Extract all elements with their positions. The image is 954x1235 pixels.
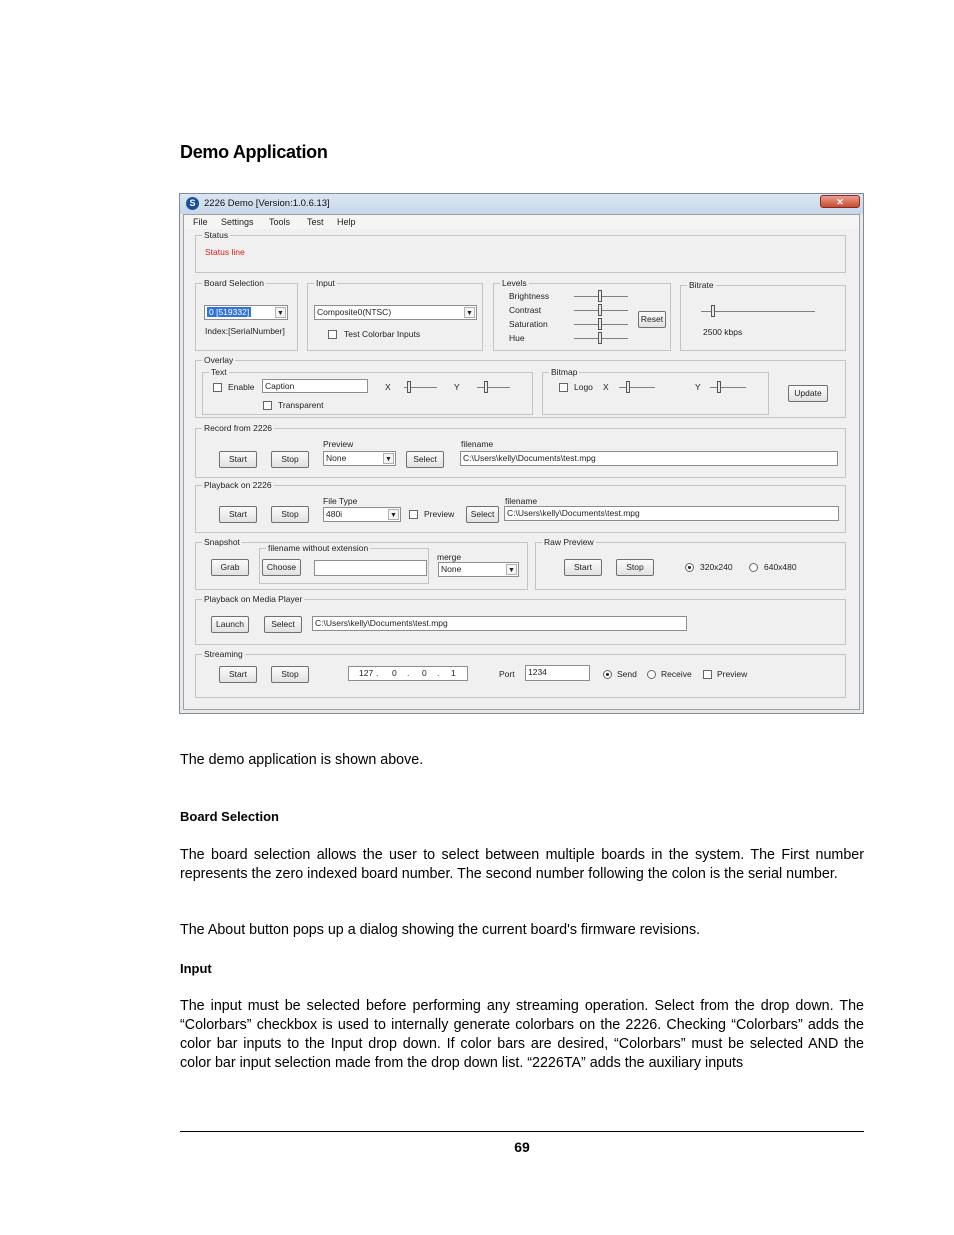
record-preview-value: None <box>326 453 347 463</box>
input-group <box>307 278 483 351</box>
filetype-select[interactable] <box>323 507 401 522</box>
input-paragraph: The input must be selected before performing any streaming operation. Select from the drop down. The “Colorbars” checkbox is used to internally generate colorbars on the 2226. Checking “Colorbars” adds the color bar inputs to the Input drop down. If color bars are desired, “Colorbars” must be selected AND the color bar input selection made from the drop down list. “2226TA” adds the auxiliary inputs <box>180 998 864 1071</box>
contrast-slider[interactable] <box>598 304 602 316</box>
board-select[interactable] <box>204 305 288 320</box>
intro-paragraph: The demo application is shown above. <box>180 752 424 768</box>
media-filename-input[interactable] <box>312 616 687 631</box>
overlay-x-label: X <box>385 382 391 392</box>
input-select[interactable] <box>314 305 477 320</box>
status-group <box>195 230 846 273</box>
bitrate-group <box>680 280 846 351</box>
overlay-text-group <box>202 367 533 415</box>
bitmap-x-label: X <box>603 382 609 392</box>
hue-slider[interactable] <box>598 332 602 344</box>
media-select-button[interactable]: Select <box>264 616 302 633</box>
board-index-label: Index:[SerialNumber] <box>205 326 285 336</box>
brightness-label: Brightness <box>509 291 550 301</box>
stream-preview-checkbox[interactable] <box>703 670 712 679</box>
record-group-label: Record from 2226 <box>204 423 273 433</box>
hue-label: Hue <box>509 333 525 343</box>
reset-button[interactable]: Reset <box>638 311 666 328</box>
bitrate-track <box>701 311 815 312</box>
merge-value: None <box>441 564 462 574</box>
board-selection-heading: Board Selection <box>180 809 279 824</box>
board-selection-paragraph: The board selection allows the user to select between multiple boards in the system. The First number represents the zero indexed board number. The second number following the colon is the serial number. <box>180 847 864 882</box>
streaming-start-button[interactable]: Start <box>219 666 257 683</box>
bitmap-y-slider[interactable] <box>717 381 721 393</box>
section-title: Demo Application <box>180 142 328 162</box>
media-player-group <box>195 594 846 645</box>
bitmap-x-slider[interactable] <box>626 381 630 393</box>
port-value: 1234 <box>528 667 547 677</box>
snapshot-filename-label: filename without extension <box>268 543 369 553</box>
update-button[interactable]: Update <box>788 385 828 402</box>
raw-preview-group <box>535 537 846 590</box>
menu-test[interactable]: Test <box>307 217 324 227</box>
merge-label: merge <box>437 552 462 562</box>
record-start-button[interactable]: Start <box>219 451 257 468</box>
bitmap-x-track <box>619 387 655 388</box>
receive-label: Receive <box>661 669 692 679</box>
overlay-bitmap-label: Bitmap <box>551 367 578 377</box>
playback-stop-button[interactable]: Stop <box>271 506 309 523</box>
send-label: Send <box>617 669 637 679</box>
overlay-y-track <box>477 387 510 388</box>
overlay-text-label: Text <box>211 367 227 377</box>
demo-app-window <box>179 193 864 714</box>
menu-tools[interactable]: Tools <box>269 217 291 227</box>
page-number: 69 <box>514 1139 530 1155</box>
chevron-down-icon[interactable]: ▼ <box>383 453 394 464</box>
send-radio[interactable] <box>603 670 612 679</box>
close-button[interactable]: ✕ <box>820 195 860 208</box>
status-line: Status line <box>205 247 245 257</box>
media-player-label: Playback on Media Player <box>204 594 303 604</box>
receive-radio[interactable] <box>647 670 656 679</box>
snapshot-filename-input[interactable] <box>314 560 427 576</box>
bitmap-y-track <box>710 387 746 388</box>
record-stop-button[interactable]: Stop <box>271 451 309 468</box>
levels-group <box>493 278 671 351</box>
res-640-label: 640x480 <box>764 562 797 572</box>
logo-label: Logo <box>574 382 593 392</box>
menu-help[interactable]: Help <box>337 217 356 227</box>
ip-octet-4: 1 <box>451 668 456 678</box>
ip-octet-3: 0 <box>422 668 427 678</box>
overlay-x-slider[interactable] <box>407 381 411 393</box>
menu-bar <box>184 215 859 229</box>
chevron-down-icon[interactable]: ▼ <box>388 509 399 520</box>
ip-octet-1: 127 <box>359 668 374 678</box>
streaming-group <box>195 649 846 698</box>
colorbar-checkbox[interactable] <box>328 330 337 339</box>
filetype-value: 480i <box>326 509 343 519</box>
raw-stop-button[interactable]: Stop <box>616 559 654 576</box>
enable-checkbox[interactable] <box>213 383 222 392</box>
playback-group <box>195 480 846 533</box>
overlay-group <box>195 355 846 418</box>
record-filename-value: C:\Users\kelly\Documents\test.mpg <box>463 453 596 463</box>
board-selection-group <box>195 278 298 351</box>
contrast-label: Contrast <box>509 305 542 315</box>
media-filename-value: C:\Users\kelly\Documents\test.mpg <box>315 618 448 628</box>
grab-button[interactable]: Grab <box>211 559 249 576</box>
status-group-label: Status <box>204 230 229 240</box>
playback-select-button[interactable]: Select <box>466 506 499 523</box>
res-320-label: 320x240 <box>700 562 733 572</box>
snapshot-group-label: Snapshot <box>204 537 240 547</box>
board-selection-label: Board Selection <box>204 278 265 288</box>
footer-rule <box>180 1131 864 1132</box>
playback-preview-checkbox[interactable] <box>409 510 418 519</box>
playback-filename-label: filename <box>505 496 538 506</box>
chevron-down-icon[interactable]: ▼ <box>506 564 517 575</box>
playback-filename-value: C:\Users\kelly\Documents\test.mpg <box>507 508 640 518</box>
record-filename-label: filename <box>461 439 494 449</box>
caption-input[interactable] <box>262 379 368 393</box>
caption-value: Caption <box>265 381 295 391</box>
record-filename-input[interactable] <box>460 451 838 466</box>
raw-start-button[interactable]: Start <box>564 559 602 576</box>
streaming-label: Streaming <box>204 649 243 659</box>
record-preview-select[interactable] <box>323 451 396 466</box>
playback-preview-label: Preview <box>424 509 455 519</box>
chevron-down-icon[interactable]: ▼ <box>275 307 286 318</box>
menu-settings[interactable]: Settings <box>221 217 254 227</box>
overlay-y-label: Y <box>454 382 460 392</box>
record-preview-label: Preview <box>323 439 354 449</box>
playback-group-label: Playback on 2226 <box>204 480 272 490</box>
bitrate-group-label: Bitrate <box>689 280 714 290</box>
port-input[interactable] <box>525 665 590 681</box>
bitrate-slider[interactable] <box>711 305 715 317</box>
merge-select[interactable] <box>438 562 519 577</box>
playback-start-button[interactable]: Start <box>219 506 257 523</box>
levels-group-label: Levels <box>502 278 527 288</box>
filetype-label: File Type <box>323 496 358 506</box>
input-group-label: Input <box>316 278 335 288</box>
port-label: Port <box>499 669 515 679</box>
logo-checkbox[interactable] <box>559 383 568 392</box>
colorbar-label: Test Colorbar Inputs <box>344 329 421 339</box>
saturation-slider[interactable] <box>598 318 602 330</box>
raw-preview-label: Raw Preview <box>544 537 594 547</box>
window-client <box>183 214 860 710</box>
input-select-value: Composite0(NTSC) <box>317 307 392 317</box>
menu-file[interactable]: File <box>193 217 208 227</box>
bitrate-value: 2500 kbps <box>703 327 743 337</box>
transparent-checkbox[interactable] <box>263 401 272 410</box>
about-button-paragraph: The About button pops up a dialog showing the current board's firmware revisions. <box>180 922 701 938</box>
transparent-label: Transparent <box>278 400 324 410</box>
overlay-group-label: Overlay <box>204 355 234 365</box>
res-640-radio[interactable] <box>749 563 758 572</box>
res-320-radio[interactable] <box>685 563 694 572</box>
window-title: 2226 Demo [Version:1.0.6.13] <box>204 198 330 209</box>
ip-address-input[interactable]: 127 . 0 . 0 . 1 <box>348 666 468 681</box>
choose-button[interactable]: Choose <box>262 559 301 576</box>
saturation-label: Saturation <box>509 319 548 329</box>
chevron-down-icon[interactable]: ▼ <box>464 307 475 318</box>
record-group <box>195 423 846 478</box>
playback-filename-input[interactable] <box>504 506 839 521</box>
ip-octet-2: 0 <box>392 668 397 678</box>
board-select-value: 0 [519332] <box>209 307 250 317</box>
launch-button[interactable]: Launch <box>211 616 249 633</box>
title-bar <box>180 194 863 214</box>
stream-preview-label: Preview <box>717 669 748 679</box>
record-select-button[interactable]: Select <box>406 451 444 468</box>
input-heading: Input <box>180 961 212 976</box>
snapshot-group <box>195 537 528 590</box>
overlay-bitmap-group <box>542 367 769 415</box>
app-logo-icon: S <box>186 197 199 210</box>
bitmap-y-label: Y <box>695 382 701 392</box>
streaming-stop-button[interactable]: Stop <box>271 666 309 683</box>
brightness-slider[interactable] <box>598 290 602 302</box>
enable-label: Enable <box>228 382 255 392</box>
overlay-y-slider[interactable] <box>484 381 488 393</box>
